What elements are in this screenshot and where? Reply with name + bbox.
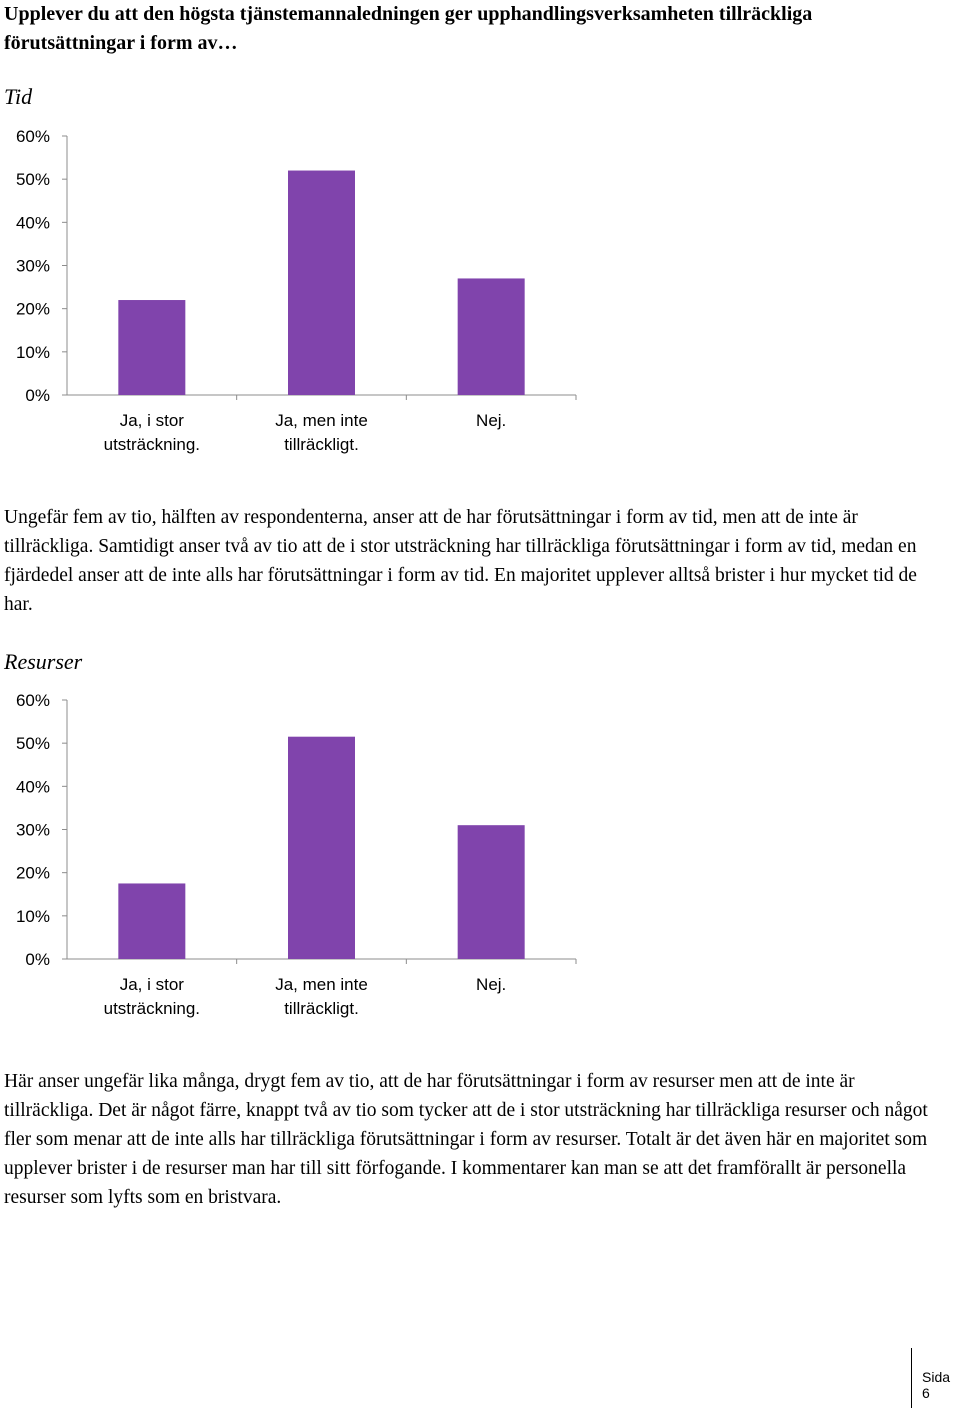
- page-number: Sida 6: [922, 1369, 951, 1401]
- x-category-label: tillräckligt.: [284, 999, 359, 1018]
- bar-1: [118, 883, 185, 959]
- bar-2: [288, 171, 355, 395]
- y-tick-label: 10%: [15, 906, 50, 926]
- x-category-label: Ja, men inte: [275, 411, 368, 430]
- y-tick-label: 50%: [15, 734, 50, 754]
- y-tick-label: 20%: [15, 863, 50, 883]
- page-divider: [911, 1348, 912, 1408]
- chart-resurser-svg: [0, 684, 600, 1034]
- bar-1: [118, 300, 185, 395]
- chart-tid-svg: [0, 120, 600, 470]
- y-tick-label: 30%: [15, 820, 50, 840]
- bar-2: [288, 737, 355, 959]
- y-tick-label: 0%: [25, 386, 50, 405]
- x-category-label: utsträckning.: [103, 999, 201, 1018]
- x-category-label: Ja, i stor: [119, 975, 184, 994]
- y-tick-label: 40%: [15, 213, 50, 233]
- y-tick-label: 30%: [15, 256, 50, 276]
- x-category-label: Nej.: [476, 411, 507, 430]
- y-tick-label: 60%: [15, 127, 50, 146]
- section-title-tid: Tid: [4, 84, 33, 109]
- y-tick-label: 10%: [15, 342, 50, 362]
- x-category-label: Ja, i stor: [119, 411, 184, 430]
- bar-3: [458, 825, 525, 959]
- x-category-label: tillräckligt.: [284, 435, 359, 454]
- chart-tid: [0, 120, 600, 454]
- y-tick-label: 60%: [15, 691, 50, 710]
- page-heading: Upplever du att den högsta tjänstemannaledningen ger upphandlingsverksamheten tillräckliga förutsättningar i form av…: [4, 3, 813, 54]
- x-category-label: Nej.: [476, 975, 507, 994]
- y-tick-label: 20%: [15, 299, 50, 319]
- section-text-tid: Ungefär fem av tio, hälften av respondenterna, anser att de har förutsättningar i form av tid, men att de inte är tillräckliga. Samtidigt anser två av tio att de i stor utsträckning har tillräckliga förutsättningar i form av tid, medan en fjärdedel anser att de inte alls har förutsättningar i form av tid. En majoritet upplever alltså brister i hur mycket tid de har.: [4, 507, 917, 615]
- x-category-label: Ja, men inte: [275, 975, 368, 994]
- chart-resurser: [0, 684, 600, 1018]
- section-title-resurser: Resurser: [4, 649, 83, 674]
- x-category-label: utsträckning.: [103, 435, 201, 454]
- y-tick-label: 50%: [15, 170, 50, 190]
- section-text-resurser: Här anser ungefär lika många, drygt fem av tio, att de har förutsättningar i form av resurser men att de inte är tillräckliga. Det är något färre, knappt två av tio som tycker att de i stor utsträckning har tillräckliga resurser och något fler som menar att de inte alls har tillräckliga förutsättningar i form av resurser. Totalt är det även här en majoritet som upplever brister i de resurser man har till sitt förfogande. I kommentarer kan man se att det framförallt är personella resurser som lyfts som en bristvara.: [4, 1071, 928, 1208]
- bar-3: [458, 278, 525, 395]
- y-tick-label: 40%: [15, 777, 50, 797]
- y-tick-label: 0%: [25, 950, 50, 969]
